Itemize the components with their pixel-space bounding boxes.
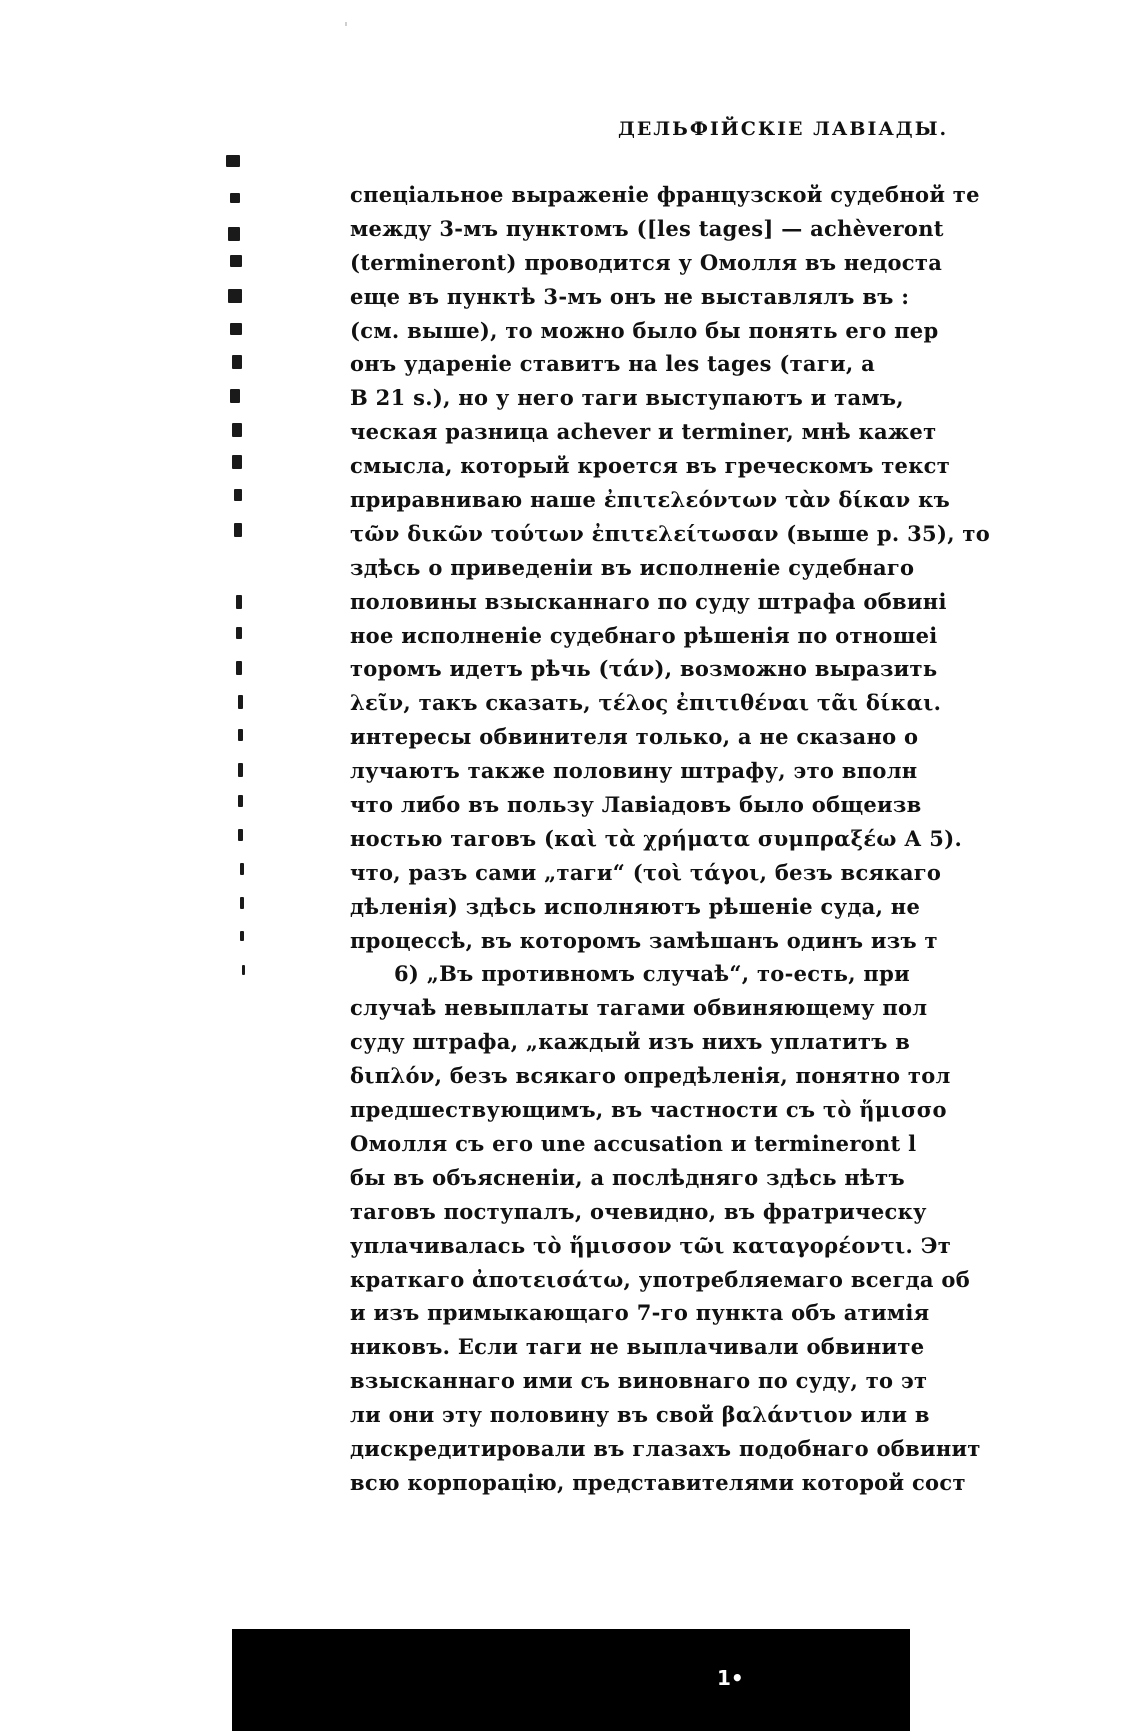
scan-speck: [345, 22, 347, 26]
text-line: онъ удареніе ставитъ на les tages (таги, а: [350, 351, 875, 377]
text-line: таговъ поступалъ, очевидно, въ фратрическу: [350, 1198, 927, 1224]
text-line: еще въ пунктѣ 3-мъ онъ не выставлялъ въ :: [350, 283, 910, 309]
margin-bleed-mark: [230, 389, 240, 403]
text-line: что, разъ сами „таги“ (τοὶ τάγοι, безъ всякаго: [350, 859, 942, 885]
text-line: суду штрафа, „каждый изъ нихъ уплатитъ в: [350, 1029, 911, 1055]
margin-bleed-mark: [242, 965, 245, 975]
left-margin-bleed: [226, 155, 262, 1055]
margin-bleed-mark: [230, 323, 242, 335]
text-line: приравниваю наше ἐπιτελεόντων τὰν δίκαν къ: [350, 487, 950, 513]
text-line: между 3-мъ пунктомъ ([les tages] — achèveront: [350, 215, 944, 241]
margin-bleed-mark: [232, 423, 242, 437]
margin-bleed-mark: [232, 355, 242, 369]
text-line: 6) „Въ противномъ случаѣ“, то-есть, при: [394, 961, 910, 987]
margin-bleed-mark: [232, 455, 242, 469]
text-line: никовъ. Если таги не выплачивали обвините: [350, 1334, 925, 1360]
footer-mark: 1•: [717, 1666, 744, 1690]
text-line: ное исполненіе судебнаго рѣшенія по отношеі: [350, 622, 938, 648]
margin-bleed-mark: [236, 595, 242, 609]
margin-bleed-mark: [230, 193, 240, 203]
margin-bleed-mark: [236, 661, 242, 675]
text-line: ностью таговъ (καὶ τὰ χρήματα συμπραξέω А 5).: [350, 825, 963, 851]
text-line: взысканнаго ими съ виновнаго по суду, то эт: [350, 1368, 928, 1394]
margin-bleed-mark: [236, 627, 242, 639]
text-line: (см. выше), то можно было бы понять его пер: [350, 317, 939, 343]
text-line: и изъ примыкающаго 7-го пункта объ атимія: [350, 1300, 930, 1326]
text-line: дискредитировали въ глазахъ подобнаго обвинит: [350, 1435, 981, 1461]
text-line: торомъ идетъ рѣчь (τάν), возможно выразить: [350, 656, 938, 682]
text-line: уплачивалась τὸ ἥμισσον τῶι καταγορέοντι. Эт: [350, 1232, 952, 1258]
text-line: Омолля съ его une accusation и termineront l: [350, 1130, 917, 1156]
margin-bleed-mark: [238, 695, 243, 709]
text-line: смысла, который кроется въ греческомъ текст: [350, 453, 951, 479]
text-line: ли они эту половину въ свой βαλάντιον или в: [350, 1402, 930, 1428]
text-line: предшествующимъ, въ частности съ τὸ ἥμισσο: [350, 1097, 947, 1123]
body-text: [350, 178, 991, 1500]
margin-bleed-mark: [228, 289, 242, 303]
text-line: B 21 s.), но у него таги выступаютъ и тамъ,: [350, 385, 904, 411]
text-line: здѣсь о приведеніи въ исполненіе судебнаго: [350, 554, 915, 580]
margin-bleed-mark: [234, 489, 242, 501]
margin-bleed-mark: [228, 227, 240, 241]
running-header: ДЕЛЬФІЙСКІЕ ЛАВІАДЫ.: [618, 118, 949, 140]
text-line: половины взысканнаго по суду штрафа обвині: [350, 588, 947, 614]
text-line: бы въ объясненіи, а послѣдняго здѣсь нѣтъ: [350, 1164, 905, 1190]
margin-bleed-mark: [238, 729, 243, 741]
margin-bleed-mark: [238, 763, 243, 777]
text-line: процессѣ, въ которомъ замѣшанъ одинъ изъ т: [350, 927, 938, 953]
text-line: интересы обвинителя только, а не сказано о: [350, 724, 919, 750]
text-line: краткаго ἀποτεισάτω, употребляемаго всегда об: [350, 1266, 971, 1292]
margin-bleed-mark: [240, 863, 244, 875]
text-line: дѣленія) здѣсь исполняютъ рѣшеніе суда, не: [350, 893, 921, 919]
text-line: διπλόν, безъ всякаго опредѣленія, понятно тол: [350, 1063, 951, 1089]
text-line: ческая разница achever и terminer, мнѣ кажет: [350, 419, 937, 445]
text-line: λεῖν, такъ сказать, τέλος ἐπιτιθέναι τᾶι δίκαι.: [350, 690, 942, 716]
text-line: что либо въ пользу Лавіадовъ было общеизв: [350, 792, 922, 818]
margin-bleed-mark: [234, 523, 242, 537]
margin-bleed-mark: [240, 931, 244, 941]
text-line: всю корпорацію, представителями которой сост: [350, 1469, 966, 1495]
margin-bleed-mark: [240, 897, 244, 909]
text-line: случаѣ невыплаты тагами обвиняющему пол: [350, 995, 928, 1021]
text-line: спеціальное выраженіе французской судебной те: [350, 182, 980, 207]
margin-bleed-mark: [238, 829, 243, 841]
margin-bleed-mark: [238, 795, 243, 807]
text-line: τῶν δικῶν τούτων ἐπιτελείτωσαν (выше р. 35), то: [350, 520, 991, 546]
margin-bleed-mark: [230, 255, 242, 267]
text-line: (termineront) проводится у Омолля въ недоста: [350, 249, 943, 275]
text-line: лучаютъ также половину штрафу, это вполн: [350, 758, 918, 784]
margin-bleed-mark: [226, 155, 240, 167]
scan-footer-band: [232, 1629, 910, 1731]
